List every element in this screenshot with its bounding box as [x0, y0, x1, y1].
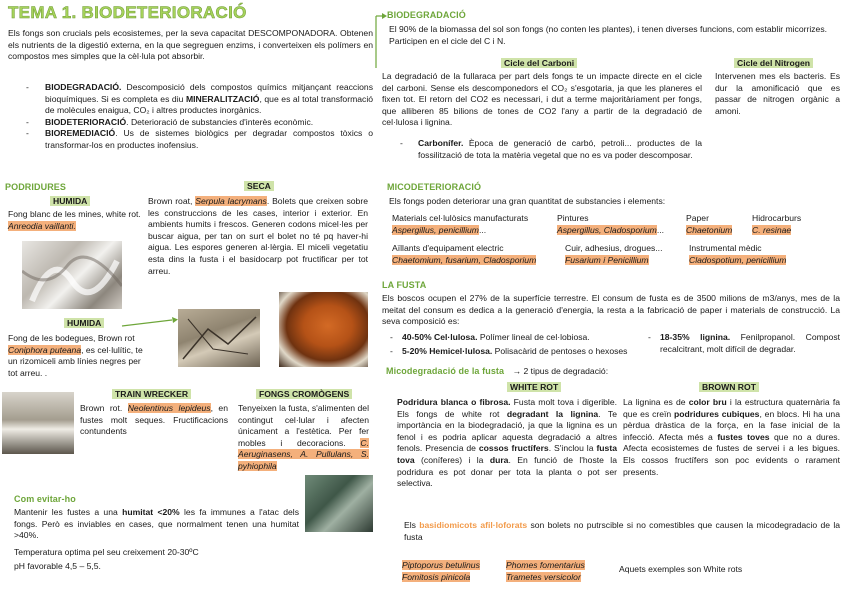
brown-rot-label: BROWN ROT: [699, 382, 759, 392]
train-wrecker-label: TRAIN WRECKER: [112, 389, 191, 399]
fusta-composition-left: [372, 332, 657, 357]
definition-biodegradacio: - BIODEGRADACIÓ. Descomposició dels compostos químics mitjançant reaccions bioquímiques. Si es completa es diu MINERALITZACIÓ, que es al total transformació de molècules enaigua, CO₂ i altres productes inorgànics.: [8, 82, 373, 117]
mico-item-materials: Materials cel·lulòsics manufacturats Aspergillus, penicillium...: [392, 213, 529, 235]
serpula-photo: [279, 292, 368, 367]
definition-biodeterioracio: - BIODETERIORACIÓ. Deterioració de substancies d'interès econòmic.: [8, 117, 373, 129]
neolentinus-photo: [2, 392, 74, 454]
mico-item-aillants: Aïllants d'equipament electric Chaetomium, fusarium, Cladosporium: [392, 243, 537, 265]
cromogens-photo: [305, 475, 373, 532]
arrow-icon: [374, 10, 388, 70]
micodeterioracio-heading: MICODETERIORACIÓ: [387, 182, 482, 192]
com-evitar-temperature: Temperatura optima pel seu creixement 20-30ºC: [14, 547, 199, 557]
com-evitar-ph: pH favorable 4,5 – 5,5.: [14, 561, 101, 571]
example-species-left: Piptoporus betulinus Fomitosis pinicola: [402, 560, 480, 582]
intro-paragraph: Els fongs son crucials pels ecosistemes, per la seva capacitat DESCOMPONADORA. Obtenen els nutrients de la digestió externa, en la que segreguen enzims, i converteixen els polímers en compostos mes simples que la cèl·lula pot absorbir.: [8, 28, 373, 62]
cromogens-label: FONGS CROMÒGENS: [256, 389, 352, 399]
humida2-label: HUMIDA: [64, 318, 104, 328]
humida-label: HUMIDA: [50, 196, 90, 206]
mico-item-pintures: Pintures Aspergillus, Cladosporium...: [557, 213, 664, 235]
white-rot-label: WHITE ROT: [507, 382, 561, 392]
seca-label: SECA: [244, 181, 274, 191]
fusta-text: Els boscos ocupen el 27% de la superfície terrestre. El consum de fusta es de 3500 milions de m3/anys, mes de la meitat del consum es dedica a la generació d'energia, la resta a la fabricació de paper i materials de construcció. La seva composició es:: [382, 293, 840, 327]
cicle-carboni-text: La degradació de la fullaraca per part dels fongs te un impacte directe en el cicle del carboni. Sense els descomponedors el CO₂ s'esgotaria, ja que les planeres el fixen tot. El retorn del CO2 es necessari, i dut a terme majoritàriament per fongs, que alliberen 85 bilions de tones de CO2 l'any a partir de la degradació de cel·lulosa i lignina.: [382, 71, 702, 128]
com-evitar-heading: Com evitar-ho: [14, 494, 76, 504]
biodegradacio-text: El 90% de la biomassa del sol son fongs (no conten les plantes), i tenen diverses funcions, com establir micorrizes. Participen en el cicle del C i N.: [389, 24, 828, 46]
humida2-description: Fong de les bodegues, Brown rot Coniphora puteana, es cel·lulític, te un rizomiceli amb línies negres per tot arreu. .: [8, 333, 143, 378]
biodegradacio-heading: BIODEGRADACIÓ: [387, 10, 466, 20]
micodegradacio-arrow-text: → 2 tipus de degradació:: [512, 366, 609, 376]
white-fungus-photo: [22, 241, 122, 309]
fusta-composition-right: [630, 332, 840, 355]
mico-item-hidrocarburs: Hidrocarburs C. resinae: [752, 213, 802, 235]
composition-lignina: - 18-35% lignina. Fenilpropanol. Compost recalcitrant, molt difícil de degradar.: [630, 332, 840, 355]
podridures-heading: PODRIDURES: [5, 182, 67, 192]
cicle-carboni-label: Cicle del Carboni: [501, 58, 577, 68]
coniophora-photo: [178, 309, 260, 367]
train-wrecker-description: Brown rot. Neolentinus lepideus, en fustes molt seques. Fructificacions contundents: [80, 403, 228, 437]
page-title: TEMA 1. BIODETERIORACIÓ: [8, 3, 247, 22]
humida-description: Fong blanc de les mines, white rot. Anreodia vaillanti.: [8, 209, 141, 231]
cicle-nitrogen-label: Cicle del Nitrogen: [734, 58, 813, 68]
examples-note: Aquets exemples son White rots: [619, 564, 743, 574]
seca-description: Brown roat, Serpula lacrymans. Bolets que creixen sobre les construccions de les cases, interior i exterior. En ambients humits i frescos. Generen codons micel·les per buscar aigua, per tan on surt el bolet no té pq haver-hi aigua. Les espores generen al·lèrgia. El miceli vegetatiu esta dins la fusta i el basidocarp pot fructificar per tot arreu.: [148, 196, 368, 276]
cicle-nitrogen-text: Intervenen mes els bacteris. Es dur la amonificació que es passar de nitrogen orgànic a amoni.: [715, 71, 840, 116]
fusta-heading: LA FUSTA: [382, 280, 427, 290]
mico-item-cuir: Cuir, adhesius, drogues... Fusarium i Penicillium: [565, 243, 663, 265]
mico-item-instrumental: Instrumental mèdic Cladospotium, penicillium: [689, 243, 787, 265]
white-rot-text: Podridura blanca o fibrosa. Fusta molt tova i digerible. Els fongs de white rot degradant la lignina. Te importància en la biodegradació, ja que la lignina es un fenol i es podria aplicar aquesta degradació a altres fenols. Presencia de cossos fructífers. S'inclou la fusta tova (coníferes) i la dura. En funció de l'hoste la podridura es pot donar per tota la planta o pot ser selectiva.: [397, 397, 617, 489]
example-species-right: Phomes fomentarius Trametes versicolor: [506, 560, 585, 582]
composition-hemicellulosa: - 5-20% Hemicel·lulosa. Polisacàrid de pentoses o hexoses: [372, 346, 657, 358]
micodegradacio-heading-row: [386, 366, 608, 378]
definition-list: [8, 82, 373, 152]
brown-rot-text: La lignina es de color bru i la estructura quaternària fa que es creïn podridures cubiques, en blocs. Hi ha una pèrdua dràstica de la força, en la fase inicial de la infecció. Afecta més a fustes toves que no a dures. Afecta ecosistemes de fustes de servei i a les bigues. Els cossos fructífers son poc evidents o rarament presents.: [623, 397, 841, 477]
micodegradacio-heading: Micodegradació de la fusta: [386, 366, 505, 376]
arrow-icon: [120, 316, 180, 330]
carbonifer-item: - Carbonífer. Època de generació de carbó, petroli... productes de la fossilització de tota la matèria vegetal que no es va poder descomposar.: [382, 138, 702, 161]
basidiomicots-text: Els basidiomicots afil·loforats son bolets no putrscible si no comestibles que causen la micodegradacio de la fusta: [404, 520, 841, 542]
com-evitar-text: Mantenir les fustes a una humitat <20% les fa immunes a l'atac dels fongs. Però es inviables en cases, que normalment tenen una humitat >40%.: [14, 507, 299, 541]
composition-cellulosa: - 40-50% Cel·lulosa. Polímer lineal de cel·lobiosa.: [372, 332, 657, 344]
definition-bioremediacio: - BIOREMEDIACIÓ. Us de sistemes biològics per degradar compostos tòxics o transformar-los en productes inofensius.: [8, 128, 373, 151]
mico-item-paper: Paper Chaetonium: [686, 213, 733, 235]
micodeterioracio-text: Els fongs poden deteriorar una gran quantitat de substancies i elements:: [389, 196, 666, 206]
carbonifer-list: [382, 138, 702, 161]
cromogens-description: Tenyeixen la fusta, s'alimenten del contingut cel·lular i afecten únicament a l'estètica. Per fer mobles i decoracions. C. Aeruginasens, A. Pullulans, S. pyhiophila: [238, 403, 369, 471]
